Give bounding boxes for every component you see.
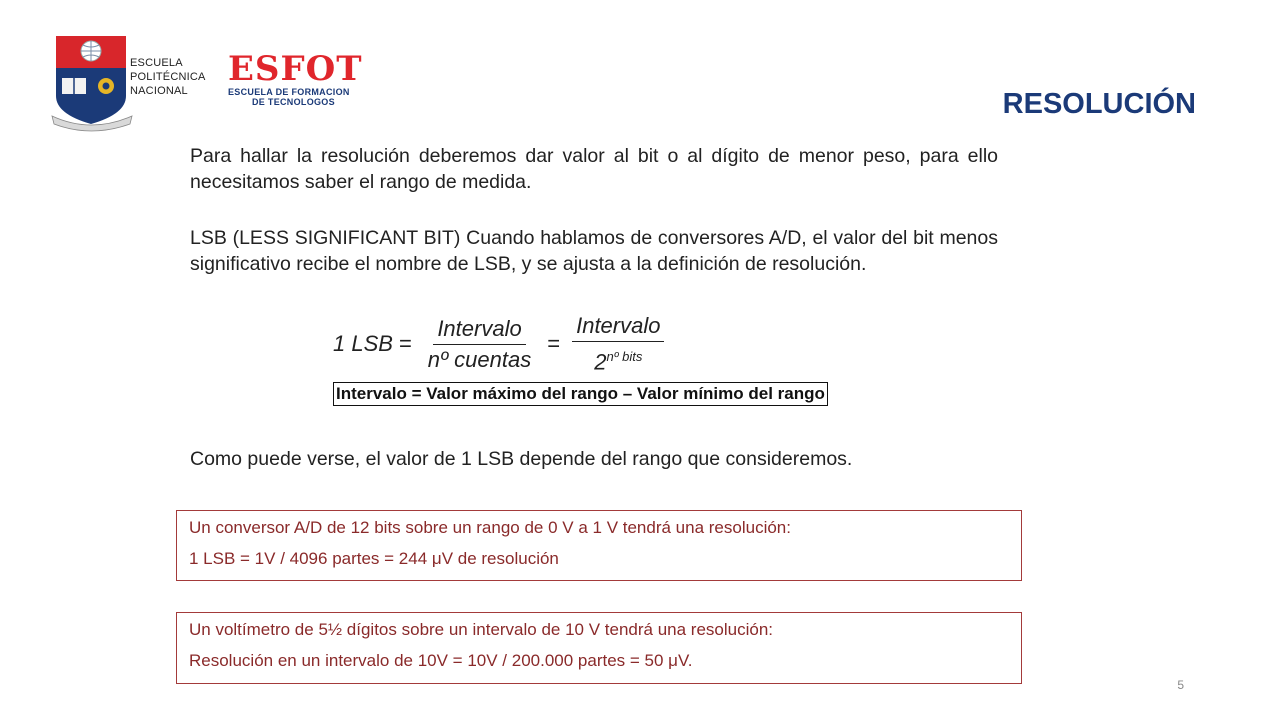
- example-statement: Un conversor A/D de 12 bits sobre un rango de 0 V a 1 V tendrá una resolución:: [189, 518, 791, 537]
- formula-lhs: 1 LSB: [333, 331, 393, 357]
- esfot-wordmark: ESFOT: [228, 49, 363, 89]
- example-statement: Un voltímetro de 5½ dígitos sobre un intervalo de 10 V tendrá una resolución:: [189, 620, 774, 639]
- esfot-subtitle: [228, 87, 363, 107]
- fraction-counts: [424, 315, 535, 374]
- fraction-bits: [572, 312, 664, 376]
- example-box-converter: [176, 510, 1022, 581]
- fraction-denominator: [590, 342, 646, 376]
- power-exponent: nº bits: [606, 349, 643, 364]
- institution-line: NACIONAL: [130, 85, 188, 97]
- esfot-subtitle-line: ESCUELA DE FORMACION: [228, 87, 350, 97]
- example-result: Resolución en un intervalo de 10V = 10V / 200.000 partes = 50 μV.: [189, 651, 693, 670]
- lsb-formula: [333, 312, 670, 376]
- page-title: RESOLUCIÓN: [1002, 88, 1196, 120]
- example-box-voltmeter: [176, 612, 1022, 684]
- example-result: 1 LSB = 1V / 4096 partes = 244 μV de resolución: [189, 549, 559, 568]
- epn-shield-logo-icon: [50, 34, 134, 132]
- fraction-numerator: Intervalo: [433, 315, 525, 345]
- esfot-logo: [228, 49, 363, 107]
- paragraph-resolution-intro: Para hallar la resolución deberemos dar valor al bit o al dígito de menor peso, para ello necesitamos saber el rango de medida.: [190, 145, 998, 193]
- page-number: 5: [1177, 678, 1184, 692]
- institution-line: ESCUELA: [130, 57, 183, 69]
- institution-line: POLITÉCNICA: [130, 71, 206, 83]
- institution-name: [130, 56, 206, 98]
- paragraph-lsb-range: Como puede verse, el valor de 1 LSB depende del rango que consideremos.: [190, 448, 853, 470]
- esfot-subtitle-line: DE TECNOLOGOS: [252, 97, 335, 107]
- power-base: 2: [594, 349, 607, 375]
- formula-equals: =: [547, 331, 561, 357]
- paragraph-lsb-definition: LSB (LESS SIGNIFICANT BIT) Cuando hablamos de conversores A/D, el valor del bit menos significativo recibe el nombre de LSB, y se ajusta a la definición de resolución.: [190, 227, 998, 275]
- formula-equals: =: [398, 331, 412, 357]
- fraction-denominator: nº cuentas: [427, 346, 532, 372]
- interval-definition: Intervalo = Valor máximo del rango – Valor mínimo del rango: [333, 382, 828, 406]
- fraction-numerator: Intervalo: [572, 312, 664, 342]
